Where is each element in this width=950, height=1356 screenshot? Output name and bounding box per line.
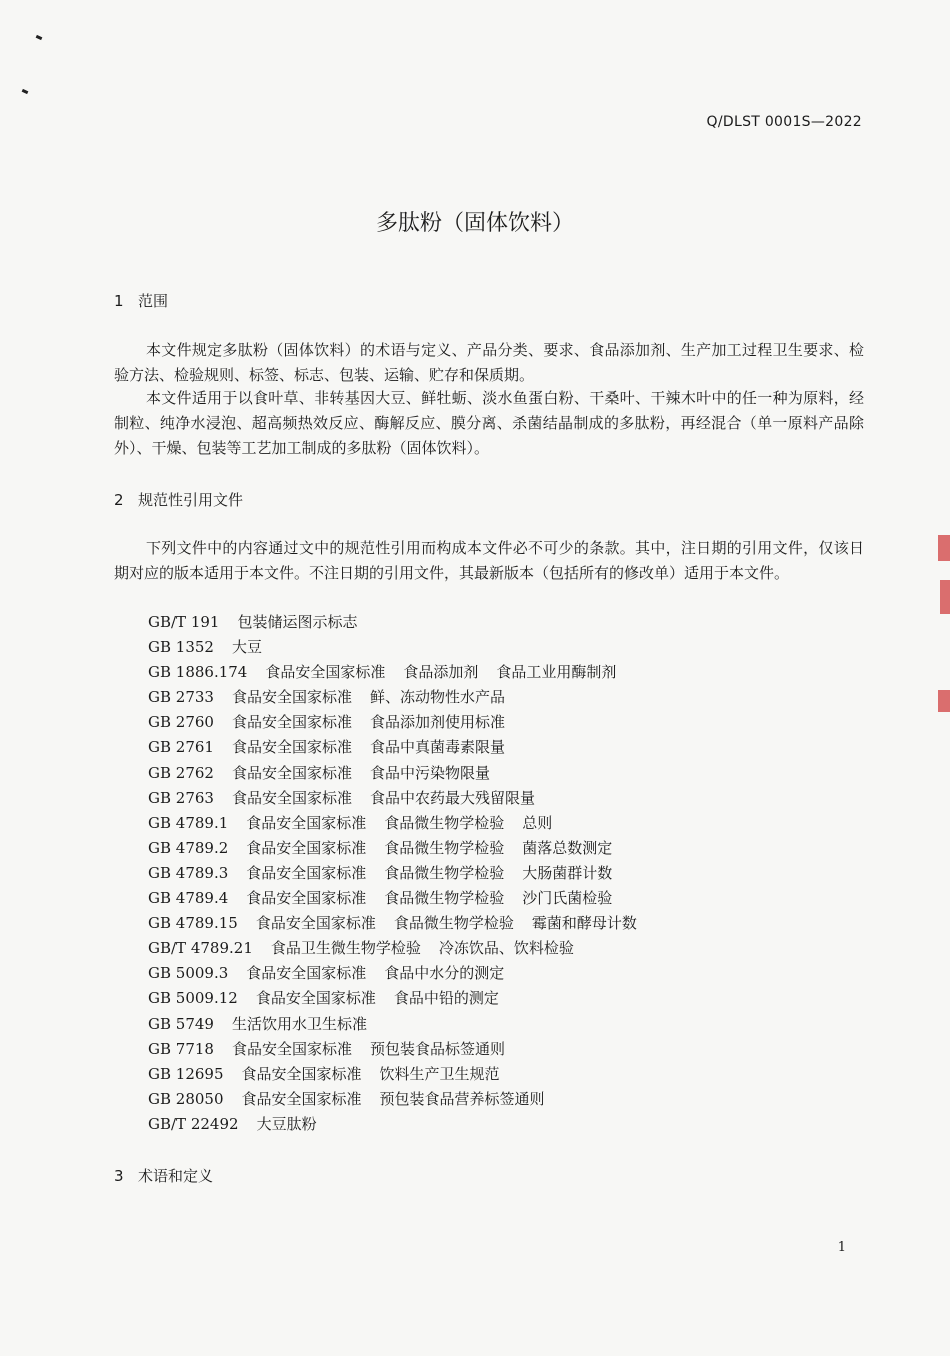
reference-title-part: 食品安全国家标准 <box>231 713 352 732</box>
reference-code: GB 4789.2 <box>148 838 229 857</box>
reference-title-part: 食品安全国家标准 <box>231 738 352 757</box>
reference-item <box>148 961 655 986</box>
reference-title-part: 冷冻饮品、饮料检验 <box>438 939 574 958</box>
reference-item <box>148 811 655 836</box>
section-number: 3 <box>114 1167 124 1185</box>
reference-title-part: 食品卫生微生物学检验 <box>270 939 421 958</box>
reference-item <box>148 610 655 635</box>
seal-fragment <box>938 535 950 561</box>
reference-title-part: 大豆 <box>231 638 262 657</box>
reference-item <box>148 735 655 760</box>
reference-title-part: 食品安全国家标准 <box>246 889 367 908</box>
reference-title-part: 食品安全国家标准 <box>241 1064 362 1083</box>
reference-title-part: 食品微生物学检验 <box>384 838 505 857</box>
reference-title-part: 食品安全国家标准 <box>246 838 367 857</box>
reference-code: GB/T 22492 <box>148 1114 239 1133</box>
reference-list <box>148 610 655 1137</box>
reference-title-part: 食品安全国家标准 <box>265 663 386 682</box>
reference-title-part: 食品安全国家标准 <box>255 989 376 1008</box>
page-title: 多肽粉（固体饮料） <box>375 211 574 236</box>
reference-code: GB 1886.174 <box>148 663 248 682</box>
reference-title-part: 食品中污染物限量 <box>369 763 490 782</box>
reference-item <box>148 1037 655 1062</box>
reference-title-part: 生活饮用水卫生标准 <box>231 1014 367 1033</box>
reference-code: GB 2760 <box>148 713 214 732</box>
reference-title-part: 食品安全国家标准 <box>246 964 367 983</box>
reference-title-part: 食品工业用酶制剂 <box>496 663 617 682</box>
reference-item <box>148 836 655 861</box>
seal-fragment <box>940 580 950 614</box>
reference-code: GB 4789.4 <box>148 889 229 908</box>
reference-title-part: 食品微生物学检验 <box>384 889 505 908</box>
reference-title-part: 食品中农药最大残留限量 <box>369 788 535 807</box>
reference-title-part: 食品微生物学检验 <box>384 863 505 882</box>
section-number: 2 <box>114 491 124 509</box>
reference-title-part: 食品安全国家标准 <box>231 788 352 807</box>
scan-speck <box>36 35 43 40</box>
reference-title-part: 总则 <box>522 813 553 832</box>
reference-title-part: 食品安全国家标准 <box>241 1089 362 1108</box>
section-title: 范围 <box>138 292 169 310</box>
reference-code: GB 2761 <box>148 738 214 757</box>
reference-code: GB 2733 <box>148 688 214 707</box>
reference-item <box>148 660 655 685</box>
reference-item <box>148 1112 655 1137</box>
reference-code: GB 5009.12 <box>148 989 238 1008</box>
reference-code: GB 5009.3 <box>148 964 229 983</box>
reference-title-part: 食品中水分的测定 <box>384 964 505 983</box>
paragraph-scope-1: 本文件规定多肽粉（固体饮料）的术语与定义、产品分类、要求、食品添加剂、生产加工过程卫生要求、检验方法、检验规则、标签、标志、包装、运输、贮存和保质期。 <box>114 341 864 384</box>
section-number: 1 <box>114 292 124 310</box>
reference-item <box>148 1062 655 1087</box>
reference-title-part: 食品中铅的测定 <box>393 989 499 1008</box>
reference-title-part: 饮料生产卫生规范 <box>379 1064 500 1083</box>
reference-title-part: 食品安全国家标准 <box>246 813 367 832</box>
scan-speck <box>22 89 29 94</box>
reference-title-part: 预包装食品标签通则 <box>369 1039 505 1058</box>
section-heading-scope <box>114 290 168 311</box>
reference-title-part: 食品添加剂 <box>403 663 479 682</box>
reference-title-part: 食品微生物学检验 <box>393 914 514 933</box>
reference-item <box>148 635 655 660</box>
reference-code: GB 4789.1 <box>148 813 229 832</box>
reference-title-part: 包装储运图示标志 <box>237 613 358 631</box>
reference-title-part: 食品安全国家标准 <box>246 863 367 882</box>
section-title: 规范性引用文件 <box>138 491 244 509</box>
document-code: Q/DLST 0001S—2022 <box>706 114 862 130</box>
section-heading-references <box>114 489 243 510</box>
reference-code: GB 7718 <box>148 1039 214 1058</box>
reference-code: GB 5749 <box>148 1014 214 1033</box>
reference-item <box>148 886 655 911</box>
reference-item <box>148 936 655 961</box>
reference-item <box>148 911 655 936</box>
seal-fragment <box>938 690 950 712</box>
paragraph-scope-2: 本文件适用于以食叶草、非转基因大豆、鲜牡蛎、淡水鱼蛋白粉、干桑叶、干辣木叶中的任一种为原料，经制粒、纯净水浸泡、超高频热效反应、酶解反应、膜分离、杀菌结晶制成的多肽粉，再经混合（单一原料产品除外）、干燥、包装等工艺加工制成的多肽粉（固体饮料）。 <box>114 389 864 457</box>
reference-title-part: 大肠菌群计数 <box>522 863 613 882</box>
reference-item <box>148 986 655 1011</box>
reference-title-part: 菌落总数测定 <box>522 838 613 857</box>
section-title: 术语和定义 <box>138 1167 214 1185</box>
paragraph-references-intro: 下列文件中的内容通过文中的规范性引用而构成本文件必不可少的条款。其中，注日期的引用文件，仅该日期对应的版本适用于本文件。不注日期的引用文件，其最新版本（包括所有的修改单）适用于本文件。 <box>114 539 864 582</box>
reference-title-part: 食品安全国家标准 <box>231 688 352 707</box>
reference-title-part: 食品微生物学检验 <box>384 813 505 832</box>
reference-code: GB 2762 <box>148 763 214 782</box>
reference-item <box>148 761 655 786</box>
reference-code: GB/T 191 <box>148 613 220 631</box>
reference-item <box>148 685 655 710</box>
reference-code: GB 28050 <box>148 1089 224 1108</box>
reference-item <box>148 786 655 811</box>
reference-title-part: 食品添加剂使用标准 <box>369 713 505 732</box>
reference-item <box>148 1087 655 1112</box>
reference-code: GB 2763 <box>148 788 214 807</box>
reference-title-part: 食品安全国家标准 <box>255 914 376 933</box>
reference-title-part: 鲜、冻动物性水产品 <box>369 688 505 707</box>
reference-code: GB 12695 <box>148 1064 224 1083</box>
reference-title-part: 食品中真菌毒素限量 <box>369 738 505 757</box>
reference-item <box>148 861 655 886</box>
reference-title-part: 大豆肽粉 <box>256 1114 317 1133</box>
reference-title-part: 沙门氏菌检验 <box>522 889 613 908</box>
reference-code: GB 1352 <box>148 638 214 657</box>
reference-code: GB 4789.15 <box>148 914 238 933</box>
reference-code: GB/T 4789.21 <box>148 939 253 958</box>
reference-title-part: 食品安全国家标准 <box>231 763 352 782</box>
reference-item <box>148 710 655 735</box>
section-heading-terms <box>114 1165 213 1186</box>
reference-item <box>148 1012 655 1037</box>
reference-code: GB 4789.3 <box>148 863 229 882</box>
page-number: 1 <box>837 1240 846 1255</box>
reference-title-part: 霉菌和酵母计数 <box>531 914 637 933</box>
reference-title-part: 食品安全国家标准 <box>231 1039 352 1058</box>
reference-title-part: 预包装食品营养标签通则 <box>379 1089 545 1108</box>
